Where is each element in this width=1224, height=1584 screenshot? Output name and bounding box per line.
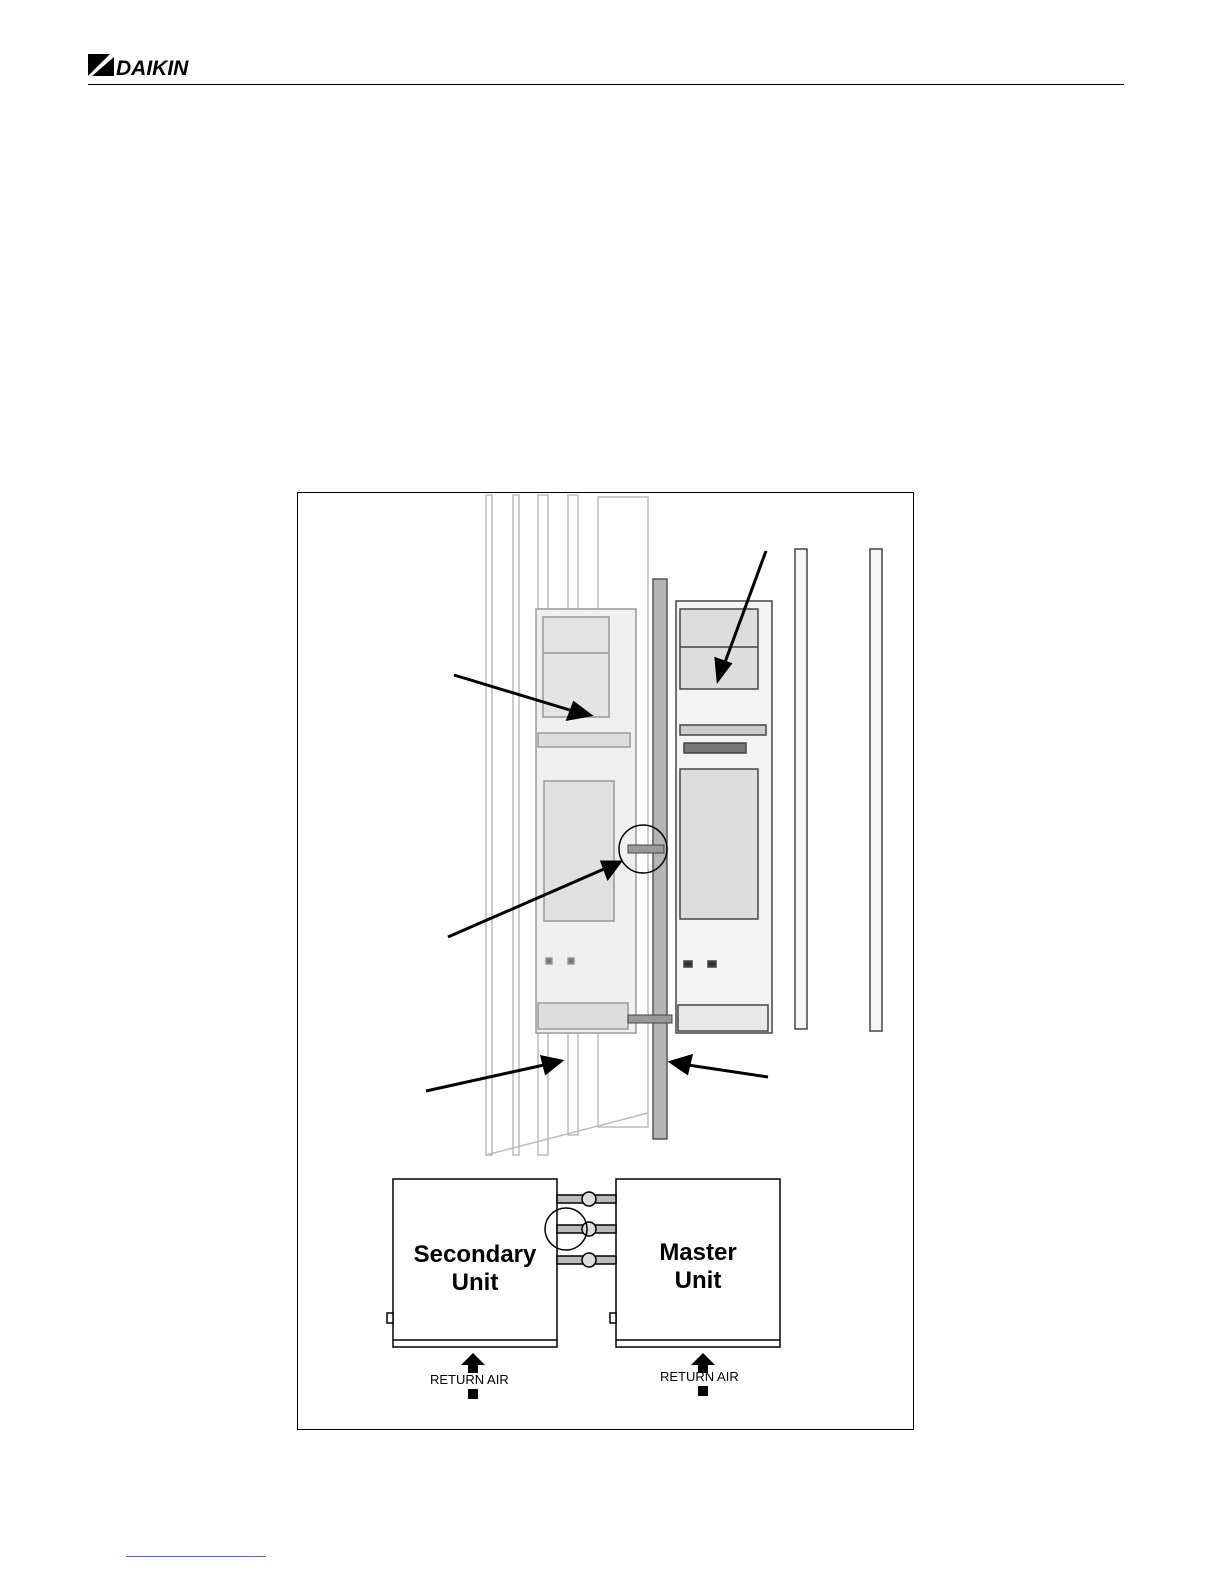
- daikin-logo: [88, 54, 218, 80]
- return-air-label-master: RETURN AIR: [660, 1369, 739, 1384]
- secondary-unit-label-line2: Unit: [451, 1269, 499, 1296]
- valve-3: [582, 1253, 596, 1267]
- valve-2: [582, 1222, 596, 1236]
- master-unit-label-line2: Unit: [674, 1267, 722, 1294]
- master-unit-knob: [610, 1313, 616, 1323]
- side-panel-2: [870, 549, 882, 1031]
- return-air-label-secondary: RETURN AIR: [430, 1372, 509, 1387]
- secondary-unit-drawing: [536, 609, 636, 1033]
- lower-connector: [628, 1015, 672, 1023]
- page-header: [88, 50, 1124, 86]
- master-unit-label: [616, 1239, 780, 1295]
- master-unit-label-line1: Master: [659, 1239, 737, 1266]
- secondary-unit-knob: [387, 1313, 393, 1323]
- side-panel-1: [795, 549, 807, 1029]
- installation-figure: [297, 492, 914, 1430]
- upper-connector: [628, 845, 664, 853]
- secondary-unit-label: [393, 1241, 557, 1297]
- secondary-unit-label-line1: Secondary: [413, 1241, 537, 1268]
- header-rule: [88, 84, 1124, 85]
- brand-wordmark: DAIKIN: [116, 57, 189, 80]
- footer-link-underline[interactable]: [126, 1556, 266, 1557]
- valve-1: [582, 1192, 596, 1206]
- unit-installation-drawing: [298, 493, 913, 1429]
